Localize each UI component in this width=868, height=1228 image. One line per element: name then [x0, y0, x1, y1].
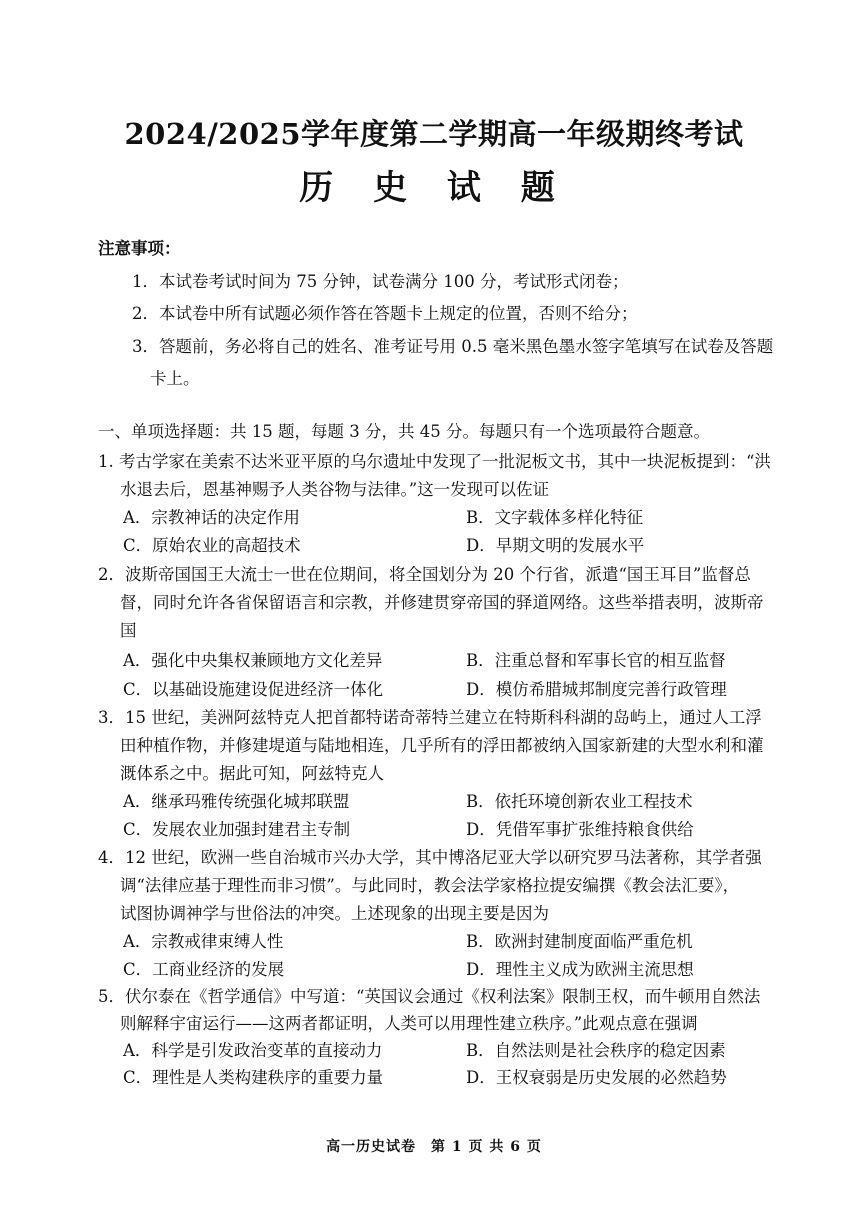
- question-4-line-1: 4．12 世纪，欧洲一些自治城市兴办大学，其中博洛尼亚大学以研究罗马法著称，其学者强: [98, 848, 762, 867]
- question-2-line-2: 督，同时允许各省保留语言和宗教，并修建贯穿帝国的驿道网络。这些举措表明，波斯帝: [120, 593, 764, 612]
- question-3-option-c: C．发展农业加强封建君主专制: [123, 820, 351, 839]
- exam-title: 2024/2025学年度第二学期高一年级期终考试: [124, 117, 744, 151]
- question-1-line-1: 1. 考古学家在美索不达米亚平原的乌尔遗址中发现了一批泥板文书，其中一块泥板提到：“洪: [98, 452, 771, 471]
- question-5-option-a: A．科学是引发政治变革的直接动力: [123, 1041, 383, 1060]
- question-1-option-c: C．原始农业的高超技术: [123, 536, 301, 555]
- question-1-line-2: 水退去后，恩基神赐予人类谷物与法律。”这一发现可以佐证: [120, 480, 550, 499]
- question-5-option-d: D．王权衰弱是历史发展的必然趋势: [466, 1068, 727, 1087]
- question-4-option-a: A．宗教戒律束缚人性: [123, 932, 284, 951]
- question-4-option-b: B．欧洲封建制度面临严重危机: [466, 932, 693, 951]
- notice-item-2: 2．本试卷中所有试题必须作答在答题卡上规定的位置，否则不给分；: [132, 304, 638, 323]
- question-5-option-b: B．自然法则是社会秩序的稳定因素: [466, 1041, 726, 1060]
- question-3-option-d: D．凭借军事扩张维持粮食供给: [466, 820, 694, 839]
- question-1-option-d: D．早期文明的发展水平: [466, 536, 645, 555]
- notice-item-3-continued: 卡上。: [150, 369, 200, 388]
- section-heading: 一、单项选择题：共 15 题，每题 3 分，共 45 分。每题只有一个选项最符合题意。: [98, 422, 710, 441]
- question-2-option-b: B．注重总督和军事长官的相互监督: [466, 651, 726, 670]
- question-3-option-a: A．继承玛雅传统强化城邦联盟: [123, 792, 350, 811]
- question-1-option-b: B．文字载体多样化特征: [466, 508, 644, 527]
- question-5-option-c: C．理性是人类构建秩序的重要力量: [123, 1068, 384, 1087]
- question-2-line-1: 2．波斯帝国国王大流士一世在位期间，将全国划分为 20 个行省，派遣“国王耳目”监督总: [98, 565, 751, 584]
- question-3-line-2: 田种植作物，并修建堤道与陆地相连，几乎所有的浮田都被纳入国家新建的大型水利和灌: [120, 736, 764, 755]
- question-2-option-c: C．以基础设施建设促进经济一体化: [123, 680, 384, 699]
- question-4-line-2: 调“法律应基于理性而非习惯”。与此同时，教会法学家格拉提安编撰《教会法汇要》，: [120, 876, 740, 895]
- notice-item-3: 3．答题前，务必将自己的姓名、准考证号用 0.5 毫米黑色墨水签字笔填写在试卷及答题: [132, 337, 774, 356]
- exam-subtitle: 历 史 试 题: [299, 168, 569, 208]
- notice-item-1: 1．本试卷考试时间为 75 分钟，试卷满分 100 分，考试形式闭卷；: [132, 272, 629, 291]
- question-3-line-1: 3．15 世纪，美洲阿兹特克人把首都特诺奇蒂特兰建立在特斯科科湖的岛屿上，通过人工浮: [98, 708, 762, 727]
- question-3-line-3: 溉体系之中。据此可知，阿兹特克人: [120, 764, 384, 783]
- page-footer: 高一历史试卷 第 1 页 共 6 页: [326, 1139, 542, 1155]
- notice-heading: 注意事项：: [98, 239, 181, 258]
- question-1-option-a: A．宗教神话的决定作用: [123, 508, 300, 527]
- question-3-option-b: B．依托环境创新农业工程技术: [466, 792, 693, 811]
- question-4-option-c: C．工商业经济的发展: [123, 960, 285, 979]
- question-2-option-a: A．强化中央集权兼顾地方文化差异: [123, 651, 383, 670]
- question-2-option-d: D．模仿希腊城邦制度完善行政管理: [466, 680, 727, 699]
- question-5-line-1: 5．伏尔泰在《哲学通信》中写道：“英国议会通过《权利法案》限制王权，而牛顿用自然法: [98, 987, 761, 1006]
- question-4-line-3: 试图协调神学与世俗法的冲突。上述现象的出现主要是因为: [120, 904, 549, 923]
- question-5-line-2: 则解释宇宙运行——这两者都证明，人类可以用理性建立秩序。”此观点意在强调: [120, 1014, 698, 1033]
- question-4-option-d: D．理性主义成为欧洲主流思想: [466, 960, 694, 979]
- question-2-line-3: 国: [120, 621, 137, 640]
